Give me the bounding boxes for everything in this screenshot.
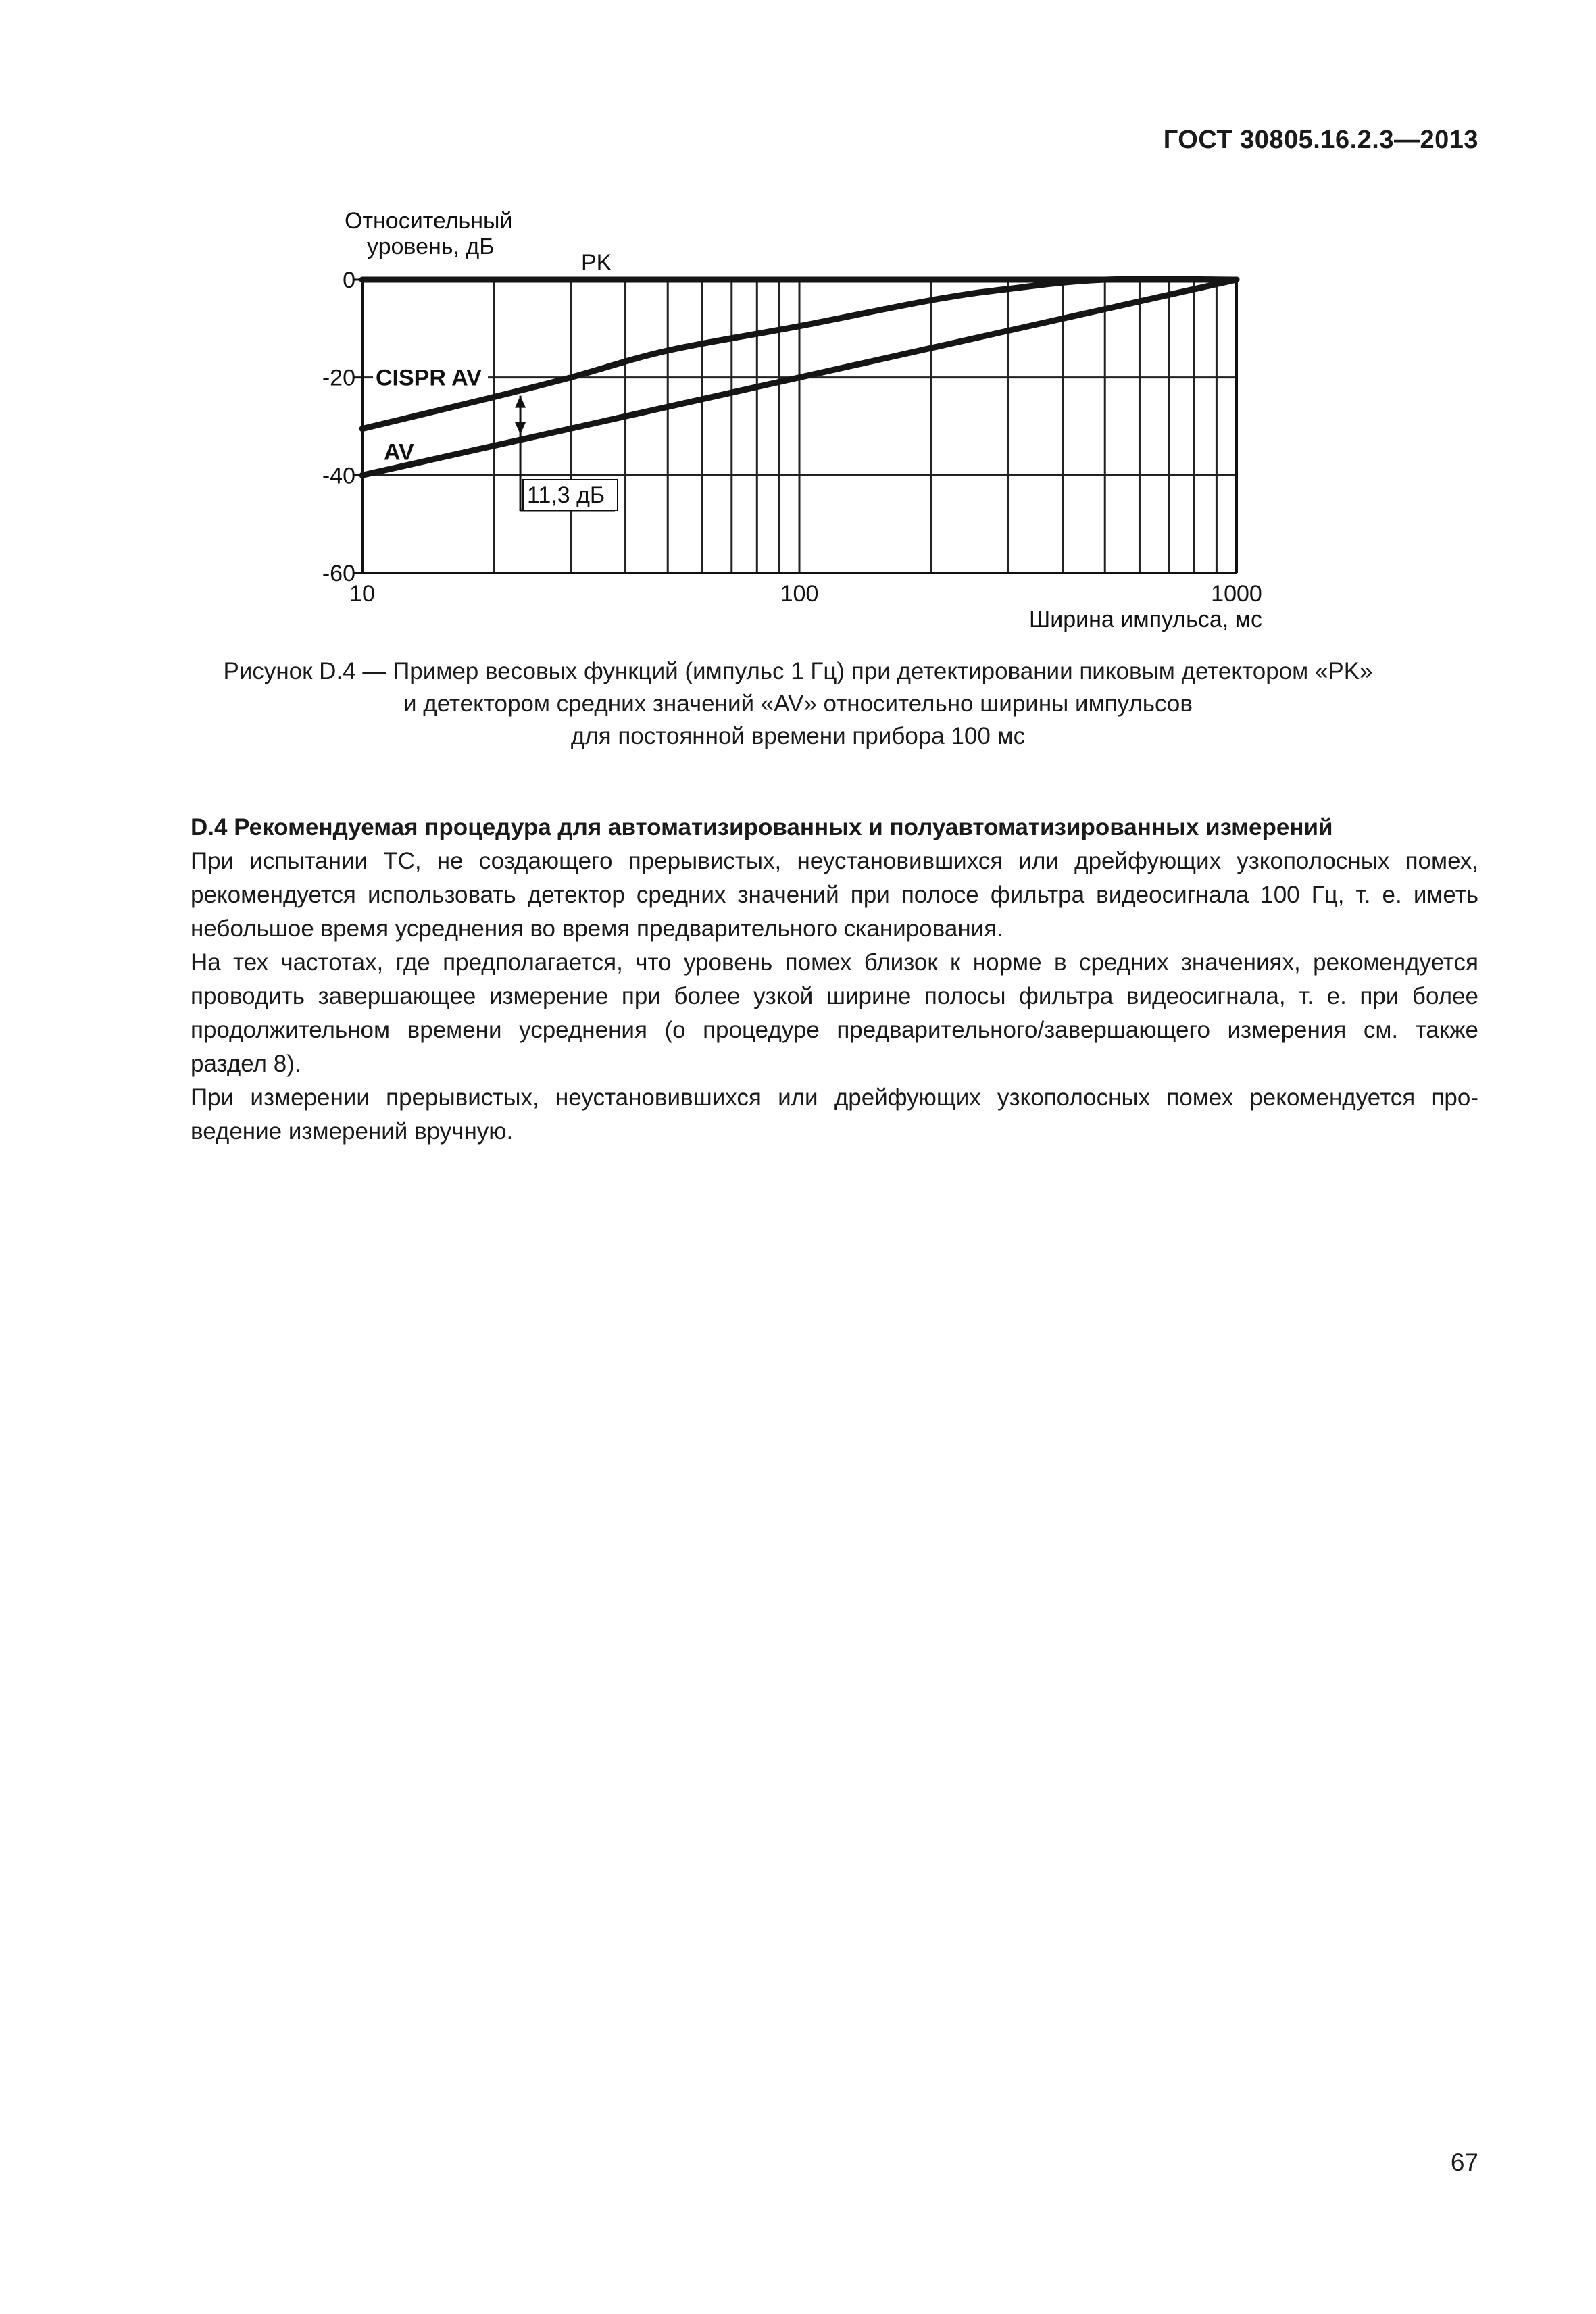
caption-line-1: Рисунок D.4 — Пример весовых функций (импульс 1 Гц) при детектировании пиковым детектором «PK» <box>223 658 1373 684</box>
figure-caption <box>0 655 1596 753</box>
paragraph-1 <box>119 845 1478 946</box>
y-tick-label: -60 <box>322 561 355 586</box>
series-label-av: AV <box>384 439 414 466</box>
paragraph-2 <box>119 946 1478 1081</box>
x-axis-label: Ширина импульса, мс <box>1029 607 1262 632</box>
series-label-pk: PK <box>581 250 612 276</box>
y-tick-label: -40 <box>322 463 355 489</box>
paragraph-line: проводить завершающее измерение при более узкой ширине полосы фильтра видеосигнала, т. е. при более <box>191 983 1478 1009</box>
paragraph-line: ведение измерений вручную. <box>191 1118 514 1145</box>
annotation-label: 11,3 дБ <box>527 482 605 508</box>
annotation-arrow-head-bottom <box>515 422 526 434</box>
y-axis-label-line-2: уровень, дБ <box>367 234 495 259</box>
y-tick-label: 0 <box>343 268 355 293</box>
section-title: D.4 Рекомендуемая процедура для автоматизированных и полуавтоматизированных измерений <box>191 814 1333 840</box>
document-id: ГОСТ 30805.16.2.3—2013 <box>1163 126 1478 154</box>
x-tick-label: 10 <box>349 581 375 607</box>
paragraph-line: При измерении прерывистых, неустановившихся или дрейфующих узкополосных помех рекомендуется про- <box>191 1084 1478 1111</box>
caption-line-2: и детектором средних значений «AV» относительно ширины импульсов <box>403 690 1193 717</box>
page-number: 67 <box>1450 2148 1478 2176</box>
paragraph-line: раздел 8). <box>191 1051 301 1077</box>
paragraph-3 <box>119 1081 1478 1149</box>
paragraph-line: На тех частотах, где предполагается, что уровень помех близок к норме в средних значениях, рекомендуется <box>191 949 1478 976</box>
x-tick-label: 1000 <box>1211 581 1262 607</box>
paragraph-line: рекомендуется использовать детектор средних значений при полосе фильтра видеосигнала 100 Гц, т. е. иметь <box>191 882 1478 908</box>
paragraph-line: При испытании ТС, не создающего прерывистых, неустановившихся или дрейфующих узкополосных помех, <box>191 848 1478 874</box>
caption-line-3: для постоянной времени прибора 100 мс <box>570 723 1026 749</box>
chart <box>0 0 1596 649</box>
annotation-arrow-head-top <box>515 396 526 408</box>
y-tick-label: -20 <box>322 365 355 391</box>
x-tick-label: 100 <box>780 581 819 607</box>
paragraph-line: небольшое время усреднения во время предварительного сканирования. <box>191 915 1003 942</box>
y-axis-label-line-1: Относительный <box>345 208 513 234</box>
chart-labels <box>322 208 1262 632</box>
section-d4 <box>119 811 1478 1149</box>
paragraph-line: продолжительном времени усреднения (о процедуре предварительного/завершающего измерения см. также <box>191 1017 1478 1043</box>
series-label-cispr-av: CISPR AV <box>376 365 482 391</box>
